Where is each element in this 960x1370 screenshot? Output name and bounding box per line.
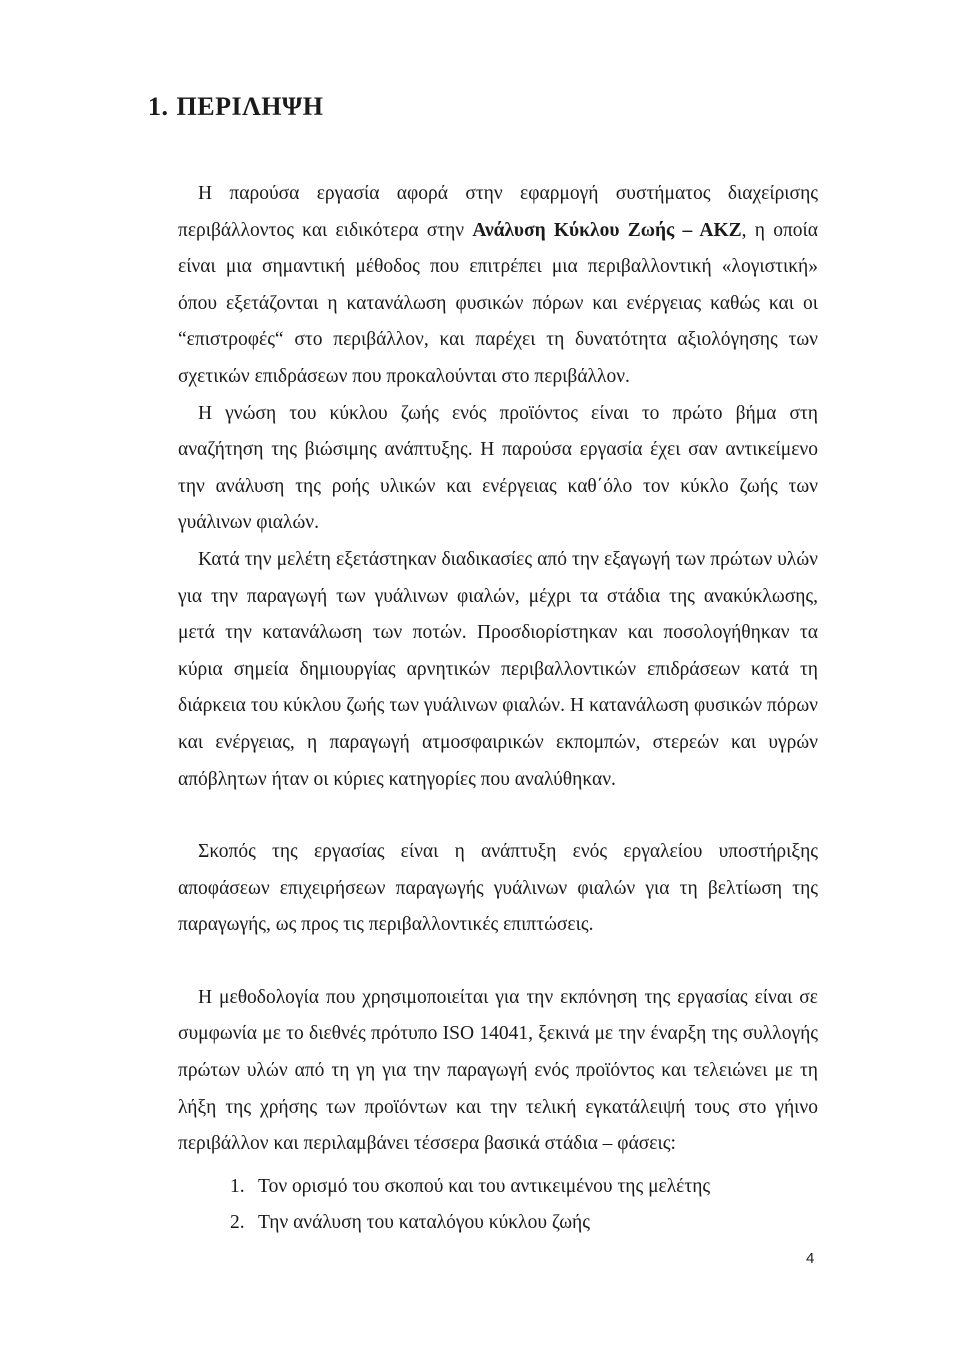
list-item-text: Την ανάλυση του καταλόγου κύκλου ζωής [258,1212,590,1234]
paragraph-1 [178,176,818,396]
paragraph-2: Η γνώση του κύκλου ζωής ενός προϊόντος είναι το πρώτο βήμα στη αναζήτηση της βιώσιμης ανάπτυξης. Η παρούσα εργασία έχει σαν αντικείμενο την ανάλυση της ροής υλικών και ενέργειας καθ΄όλο τον κύκλο ζωής των γυάλινων φιαλών. [178,402,818,534]
list-item-number: 2. [230,1212,245,1234]
abstract-body [178,176,818,1242]
phases-list [178,1169,818,1242]
paragraph-1-text-a: Η παρούσα εργασία αφορά στην εφαρμογή συστήματος διαχείρισης περιβάλλοντος και ειδικότερα στην [178,183,818,241]
paragraph-1-text-b: , η οποία είναι μια σημαντική μέθοδος που επιτρέπει μια περιβαλλοντική «λογιστική» όπου εξετάζονται η κατανάλωση φυσικών πόρων και ενέργειας καθώς και οι “επιστροφές“ στο περιβάλλον, και παρέχει τη δυνατότητα αξιολόγησης των σχετικών επιδράσεων που προκαλούνται στο περιβάλλον. [178,219,818,387]
section-title: ΠΕΡΙΛΗΨΗ [176,92,324,121]
list-item-number: 1. [230,1175,245,1197]
list-item [230,1205,818,1242]
page-number: 4 [806,1250,815,1267]
section-heading [148,92,323,122]
lca-term: Ανάλυση Κύκλου Ζωής – ΑΚΖ [472,219,742,241]
paragraph-4: Σκοπός της εργασίας είναι η ανάπτυξη ενός εργαλείου υποστήριξης αποφάσεων επιχειρήσεων παραγωγής γυάλινων φιαλών για τη βελτίωση της παραγωγής, ως προς τις περιβαλλοντικές επιπτώσεις. [178,841,818,936]
paragraph-5: Η μεθοδολογία που χρησιμοποιείται για την εκπόνηση της εργασίας είναι σε συμφωνία με το διεθνές πρότυπο ISO 14041, ξεκινά με την έναρξη της συλλογής πρώτων υλών από τη γη για την παραγωγή ενός προϊόντος και τελειώνει με τη λήξη της χρήσης των προϊόντων και την τελική εγκατάλειψή τους στο γήινο περιβάλλον και περιλαμβάνει τέσσερα βασικά στάδια – φάσεις: [178,986,818,1155]
list-item-text: Τον ορισμό του σκοπού και του αντικειμένου της μελέτης [258,1175,711,1197]
paragraph-3: Κατά την μελέτη εξετάστηκαν διαδικασίες από την εξαγωγή των πρώτων υλών για την παραγωγή των γυάλινων φιαλών, μέχρι τα στάδια της ανακύκλωσης, μετά την κατανάλωση των ποτών. Προσδιορίστηκαν και ποσολογήθηκαν τα κύρια σημεία δημιουργίας αρνητικών περιβαλλοντικών επιδράσεων κατά τη διάρκεια του κύκλου ζωής των γυάλινων φιαλών. Η κατανάλωση φυσικών πόρων και ενέργειας, η παραγωγή ατμοσφαιρικών εκπομπών, στερεών και υγρών απόβλητων ήταν οι κύριες κατηγορίες που αναλύθηκαν. [178,548,818,790]
section-number: 1. [148,92,169,121]
list-item [230,1169,818,1206]
